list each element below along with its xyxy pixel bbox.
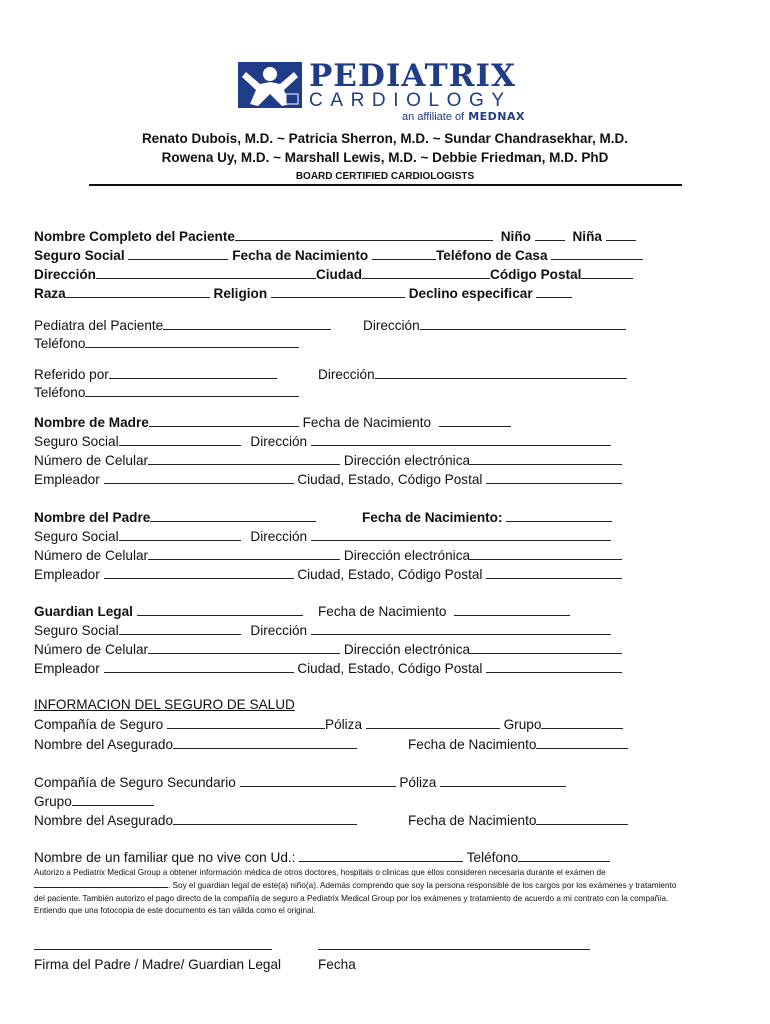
- insured2-dob-label: Fecha de Nacimiento: [408, 813, 537, 828]
- father-employer-label: Empleador: [34, 567, 100, 582]
- patient-city-field[interactable]: [362, 266, 490, 279]
- guardian-csz-label: Ciudad, Estado, Código Postal: [297, 661, 483, 676]
- guardian-cell-row: [34, 641, 622, 657]
- affiliate-brand: MEDNAX: [468, 110, 525, 123]
- referred-address-field[interactable]: [375, 366, 627, 379]
- guardian-address-label: Dirección: [250, 623, 308, 638]
- pediatrician-phone-field[interactable]: [85, 335, 299, 348]
- relative-label: Nombre de un familiar que no vive con Ud.:: [34, 850, 296, 865]
- guardian-dob-field[interactable]: [454, 603, 570, 616]
- patient-name-row: [34, 228, 636, 244]
- mother-cell-label: Número de Celular: [34, 453, 149, 468]
- patient-ssn-row: [34, 247, 643, 263]
- decline-label: Declino especificar: [408, 286, 533, 301]
- group2-field[interactable]: [72, 793, 154, 806]
- referred-field[interactable]: [109, 366, 277, 379]
- mother-employer-field[interactable]: [104, 471, 294, 484]
- home-phone-label: Teléfono de Casa: [435, 248, 548, 263]
- guardian-name-field[interactable]: [137, 603, 303, 616]
- father-dob-row: [362, 509, 612, 525]
- relative-phone-field[interactable]: [518, 849, 610, 862]
- mother-ssn-field[interactable]: [119, 433, 241, 446]
- patient-race-row: [34, 285, 572, 301]
- mother-employer-label: Empleador: [34, 472, 100, 487]
- boy-label: Niño: [500, 229, 531, 244]
- mother-address-field[interactable]: [311, 433, 611, 446]
- patient-city-label: Ciudad: [315, 267, 363, 282]
- patient-dob-label: Fecha de Nacimiento: [232, 248, 369, 263]
- group2-row: [34, 793, 154, 809]
- father-ssn-row: [34, 528, 611, 544]
- patient-zip-label: Código Postal: [490, 267, 582, 282]
- father-cell-field[interactable]: [148, 547, 340, 560]
- guardian-ssn-field[interactable]: [119, 622, 241, 635]
- father-address-label: Dirección: [250, 529, 308, 544]
- guardian-dob-label: Fecha de Nacimiento: [318, 604, 447, 619]
- mother-dob-field[interactable]: [439, 414, 511, 427]
- race-field[interactable]: [66, 285, 210, 298]
- father-csz-label: Ciudad, Estado, Código Postal: [297, 567, 483, 582]
- father-cell-row: [34, 547, 622, 563]
- referred-row: [34, 366, 277, 382]
- insured2-dob-field[interactable]: [536, 812, 628, 825]
- insured2-dob-row: [408, 812, 628, 828]
- insured-row: [34, 736, 357, 752]
- guardian-cell-field[interactable]: [148, 641, 340, 654]
- father-name-label: Nombre del Padre: [34, 510, 151, 525]
- patient-ssn-label: Seguro Social: [34, 248, 125, 263]
- authorization-part2: . Soy el guardian legal de este(a) niño(a). Además comprendo que soy la persona responsible de los cargos por los exámenes y tratamiento del paciente. También autorizo el pago directo de la compañía de seguro a Pediatrix Medical Group por los exámenes y tratamiento de acuerdo a mi contrato con la compañía. Entiendo que una fotocopia de este documento es tan válida como el original.: [34, 881, 677, 915]
- guardian-employer-field[interactable]: [104, 660, 294, 673]
- policy2-label: Póliza: [399, 775, 437, 790]
- father-ssn-label: Seguro Social: [34, 529, 119, 544]
- group2-label: Grupo: [34, 794, 72, 809]
- group-field[interactable]: [541, 716, 623, 729]
- mother-csz-field[interactable]: [486, 471, 622, 484]
- group-label: Grupo: [503, 717, 542, 732]
- pediatrician-field[interactable]: [163, 317, 331, 330]
- insurance-company-row: [34, 716, 623, 732]
- insurance-company-label: Compañía de Seguro: [34, 717, 164, 732]
- referred-phone-label: Teléfono: [34, 385, 86, 400]
- father-dob-field[interactable]: [506, 509, 612, 522]
- father-name-field[interactable]: [150, 509, 316, 522]
- referred-label: Referido por: [34, 367, 109, 382]
- guardian-email-label: Dirección electrónica: [343, 642, 471, 657]
- mother-email-field[interactable]: [470, 452, 622, 465]
- relative-field[interactable]: [299, 849, 463, 862]
- patient-dob-field[interactable]: [372, 247, 436, 260]
- father-email-label: Dirección electrónica: [343, 548, 471, 563]
- religion-field[interactable]: [271, 285, 405, 298]
- secondary-company-row: [34, 774, 566, 790]
- insurance-company-field[interactable]: [167, 716, 325, 729]
- decline-field[interactable]: [536, 285, 572, 298]
- brand-name: PEDIATRIX: [309, 58, 517, 94]
- secondary-company-label: Compañía de Seguro Secundario: [34, 775, 236, 790]
- patient-ssn-field[interactable]: [128, 247, 228, 260]
- guardian-csz-field[interactable]: [486, 660, 622, 673]
- signature-line[interactable]: [34, 949, 272, 950]
- brand-subtitle: CARDIOLOGY: [309, 90, 512, 111]
- referred-address-label: Dirección: [318, 367, 375, 382]
- guardian-address-field[interactable]: [311, 622, 611, 635]
- guardian-employer-label: Empleador: [34, 661, 100, 676]
- mother-name-row: [34, 414, 511, 430]
- guardian-dob-row: [318, 603, 570, 619]
- home-phone-field[interactable]: [551, 247, 643, 260]
- relative-row: [34, 849, 610, 865]
- mother-address-label: Dirección: [250, 434, 308, 449]
- guardian-ssn-row: [34, 622, 611, 638]
- policy2-field[interactable]: [440, 774, 566, 787]
- father-employer-row: [34, 566, 622, 582]
- header-divider: [89, 184, 682, 186]
- guardian-employer-row: [34, 660, 622, 676]
- relative-phone-label: Teléfono: [466, 850, 519, 865]
- guardian-email-field[interactable]: [470, 641, 622, 654]
- patient-name-label: Nombre Completo del Paciente: [34, 229, 235, 244]
- father-ssn-field[interactable]: [119, 528, 241, 541]
- father-cell-label: Número de Celular: [34, 548, 149, 563]
- insured-field[interactable]: [173, 736, 357, 749]
- girl-field[interactable]: [606, 228, 636, 241]
- boy-field[interactable]: [535, 228, 565, 241]
- insured2-label: Nombre del Asegurado: [34, 813, 174, 828]
- race-label: Raza: [34, 286, 66, 301]
- religion-label: Religion: [213, 286, 268, 301]
- father-address-field[interactable]: [311, 528, 611, 541]
- mother-cell-field[interactable]: [148, 452, 340, 465]
- mother-email-label: Dirección electrónica: [343, 453, 471, 468]
- girl-label: Niña: [572, 229, 602, 244]
- mother-name-field[interactable]: [149, 414, 299, 427]
- father-email-field[interactable]: [470, 547, 622, 560]
- mother-ssn-label: Seguro Social: [34, 434, 119, 449]
- mother-csz-label: Ciudad, Estado, Código Postal: [297, 472, 483, 487]
- guardian-ssn-label: Seguro Social: [34, 623, 119, 638]
- pediatrician-address-field[interactable]: [420, 317, 626, 330]
- father-name-row: [34, 509, 316, 525]
- board-certified-label: BOARD CERTIFIED CARDIOLOGISTS: [295, 171, 475, 182]
- insured-label: Nombre del Asegurado: [34, 737, 174, 752]
- insured2-row: [34, 812, 357, 828]
- pediatrician-phone-row: [34, 335, 299, 351]
- guardian-cell-label: Número de Celular: [34, 642, 149, 657]
- date-label: Fecha: [318, 957, 356, 972]
- affiliate-text: an affiliate of: [402, 111, 465, 123]
- affiliate-line: [402, 110, 525, 123]
- insured2-field[interactable]: [173, 812, 357, 825]
- mother-cell-row: [34, 452, 622, 468]
- guardian-name-row: [34, 603, 303, 619]
- pediatrician-address-label: Dirección: [363, 318, 420, 333]
- insurance-heading: INFORMACION DEL SEGURO DE SALUD: [34, 697, 295, 712]
- patient-address-field[interactable]: [96, 266, 316, 279]
- doctors-line-1: Renato Dubois, M.D. ~ Patricia Sherron, M.D. ~ Sundar Chandrasekhar, M.D.: [141, 131, 629, 146]
- exam-name-field[interactable]: [34, 879, 168, 888]
- authorization-part1: Autorizo a Pediatrix Medical Group a obtener información médica de otros doctores, hospitals o clinicas que ellos consideren necesaria durante el exámen de: [34, 868, 606, 877]
- father-employer-field[interactable]: [104, 566, 294, 579]
- father-dob-label: Fecha de Nacimiento:: [362, 510, 503, 525]
- insured-dob-field[interactable]: [536, 736, 628, 749]
- pediatrician-address-row: [363, 317, 626, 333]
- mother-name-label: Nombre de Madre: [34, 415, 149, 430]
- insured-dob-row: [408, 736, 628, 752]
- father-csz-field[interactable]: [486, 566, 622, 579]
- referred-phone-field[interactable]: [85, 384, 299, 397]
- pediatrician-phone-label: Teléfono: [34, 336, 86, 351]
- pediatrix-logo-icon: [238, 62, 302, 108]
- policy-label: Póliza: [325, 717, 363, 732]
- secondary-company-field[interactable]: [240, 774, 396, 787]
- pediatrician-label: Pediatra del Paciente: [34, 318, 164, 333]
- mother-dob-label: Fecha de Nacimiento: [302, 415, 432, 430]
- authorization-text: [34, 867, 684, 917]
- patient-name-field[interactable]: [235, 228, 493, 241]
- pediatrician-row: [34, 317, 331, 333]
- referred-phone-row: [34, 384, 299, 400]
- referred-address-row: [318, 366, 627, 382]
- patient-zip-field[interactable]: [581, 266, 633, 279]
- patient-address-label: Dirección: [34, 267, 96, 282]
- guardian-name-label: Guardian Legal: [34, 604, 133, 619]
- policy-field[interactable]: [366, 716, 500, 729]
- mother-ssn-row: [34, 433, 611, 449]
- signature-label: Firma del Padre / Madre/ Guardian Legal: [34, 957, 282, 972]
- mother-employer-row: [34, 471, 622, 487]
- patient-address-row: [34, 266, 633, 282]
- insured-dob-label: Fecha de Nacimiento: [408, 737, 537, 752]
- date-line[interactable]: [318, 949, 590, 950]
- doctors-line-2: Rowena Uy, M.D. ~ Marshall Lewis, M.D. ~ Debbie Friedman, M.D. PhD: [161, 150, 609, 165]
